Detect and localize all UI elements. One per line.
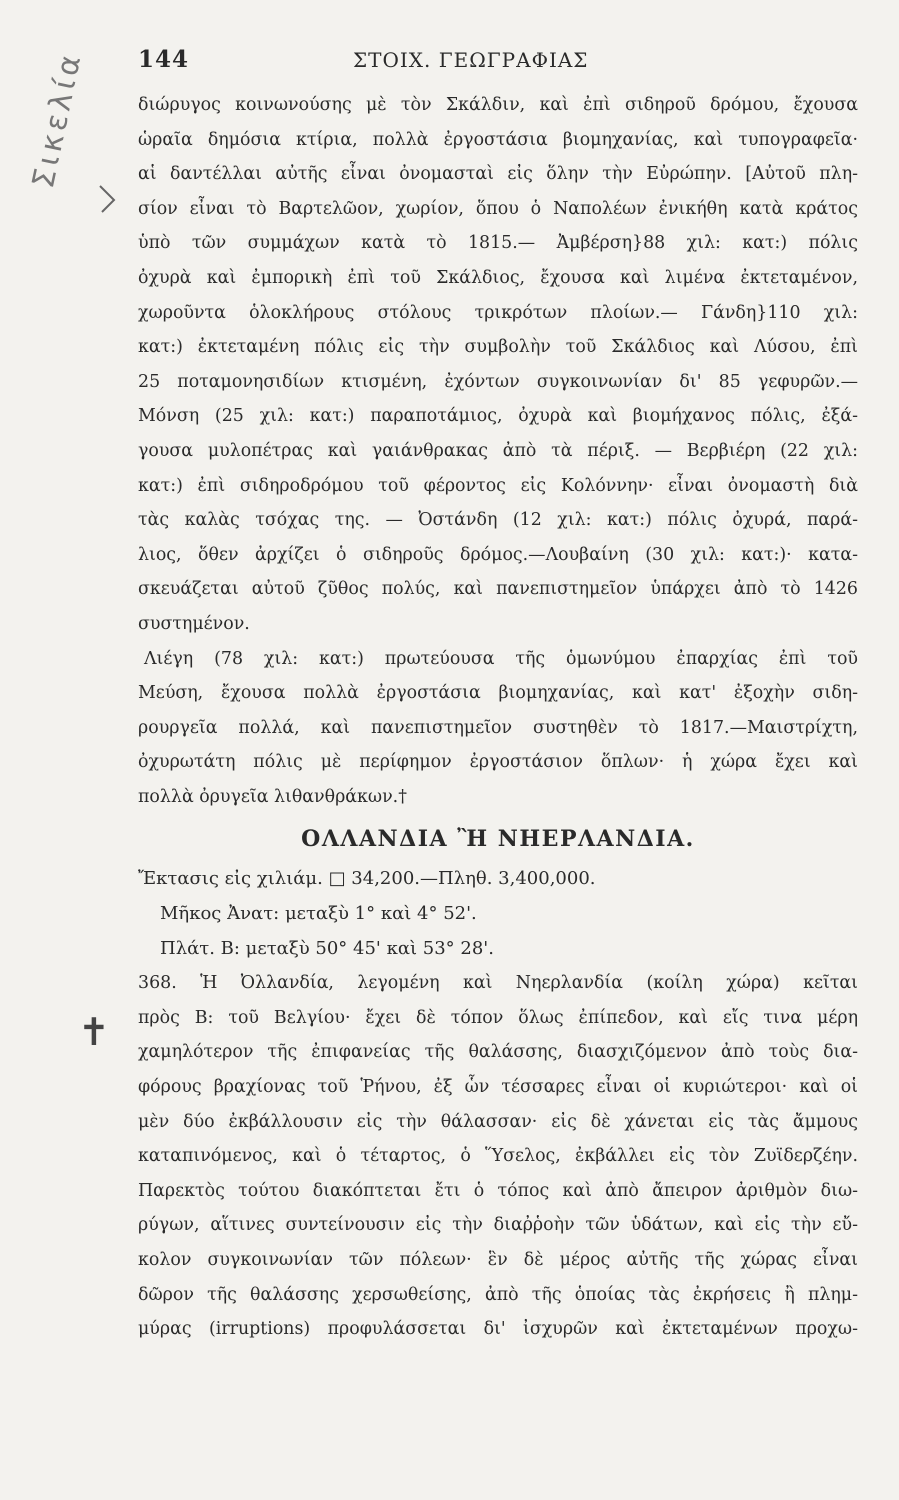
text-line: πρὸς Β: τοῦ Βελγίου· ἔχει δὲ τόπον ὅλως ἐπίπεδον, καὶ εἴς τινα μέρη bbox=[138, 1007, 858, 1028]
text-line: χαμηλότερον τῆς ἐπιφανείας τῆς θαλάσσης, διασχιζόμενον ἀπὸ τοὺς δια- bbox=[138, 1042, 858, 1063]
text-line: Μόνση (25 χιλ: κατ:) παραποτάμιος, ὀχυρὰ καὶ βιομήχανος πόλις, ἐξά- bbox=[138, 406, 858, 427]
text-line: ὑπὸ τῶν συμμάχων κατὰ τὸ 1815.— Ἀμβέρση}88 χιλ: κατ:) πόλις bbox=[138, 233, 858, 254]
text-line: κολον συγκοινωνίαν τῶν πόλεων· ἓν δὲ μέρος αὐτῆς τῆς χώρας εἶναι bbox=[138, 1250, 858, 1270]
text-line: καταπινόμενος, καὶ ὁ τέταρτος, ὁ Ὕσελος, ἐκβάλλει εἰς τὸν Ζυϊδερζέην. bbox=[138, 1146, 858, 1167]
page-number: 144 bbox=[138, 46, 190, 73]
text-line: δῶρον τῆς θαλάσσης χερσωθείσης, ἀπὸ τῆς ὁποίας τὰς ἐκρήσεις ἢ πλημ- bbox=[138, 1284, 858, 1305]
text-line: ρουργεῖα πολλά, καὶ πανεπιστημεῖον συστηθὲν τὸ 1817.—Μαιστρίχτη, bbox=[138, 717, 858, 738]
text-line: χωροῦντα ὁλοκλήρους στόλους τρικρότων πλοίων.— Γάνδη}110 χιλ: bbox=[138, 302, 858, 323]
text-line: γουσα μυλοπέτρας καὶ γαιάνθρακας ἀπὸ τὰ πέριξ. — Βερβιέρη (22 χιλ: bbox=[138, 440, 858, 461]
stats-line-area: Ἔκτασις εἰς χιλιάμ. □ 34,200.—Πληθ. 3,400,000. bbox=[138, 868, 596, 890]
text-line: Λιέγη (78 χιλ: κατ:) πρωτεύουσα τῆς ὁμωνύμου ἐπαρχίας ἐπὶ τοῦ bbox=[144, 648, 858, 669]
margin-cross-mark: ✝ bbox=[78, 1010, 110, 1054]
section-stats bbox=[138, 862, 858, 966]
margin-tick-mark bbox=[96, 178, 126, 218]
paragraph-holland bbox=[138, 966, 858, 1347]
text-line: 368. Ἡ Ὀλλανδία, λεγομένη καὶ Νηερλανδία (κοίλη χώρα) κεῖται bbox=[138, 973, 858, 994]
running-title: ΣΤΟΙΧ. ΓΕΩΓΡΑΦΙΑΣ bbox=[353, 48, 589, 72]
text-line: κατ:) ἐπὶ σιδηροδρόμου τοῦ φέροντος εἰς Κολόννην· εἶναι ὀνομαστὴ διὰ bbox=[138, 475, 858, 496]
text-line: πολλὰ ὀρυγεῖα λιθανθράκων.† bbox=[138, 786, 407, 807]
stats-line-longitude: Μῆκος Ἀνατ: μεταξὺ 1° καὶ 4° 52'. bbox=[160, 903, 477, 925]
stats-line-latitude: Πλάτ. Β: μεταξὺ 50° 45' καὶ 53° 28'. bbox=[160, 937, 494, 959]
text-line: σίον εἶναι τὸ Βαρτελῶον, χωρίον, ὅπου ὁ Ναπολέων ἐνικήθη κατὰ κράτος bbox=[138, 198, 858, 219]
text-line: διώρυγος κοινωνούσης μὲ τὸν Σκάλδιν, καὶ ἐπὶ σιδηροῦ δρόμου, ἔχουσα bbox=[138, 95, 858, 115]
text-line: 25 ποταμονησιδίων κτισμένη, ἐχόντων συγκοινωνίαν δι' 85 γεφυρῶν.— bbox=[138, 371, 858, 392]
text-line: ὡραῖα δημόσια κτίρια, πολλὰ ἐργοστάσια βιομηχανίας, καὶ τυπογραφεῖα· bbox=[138, 129, 858, 150]
text-line: Μεύση, ἔχουσα πολλὰ ἐργοστάσια βιομηχανίας, καὶ κατ' ἐξοχὴν σιδη- bbox=[138, 683, 858, 704]
text-line: λιος, ὅθεν ἀρχίζει ὁ σιδηροῦς δρόμος.—Λουβαίνη (30 χιλ: κατ:)· κατα- bbox=[138, 544, 858, 565]
paragraph-liege bbox=[138, 642, 858, 815]
text-line: αἱ δαντέλλαι αὐτῆς εἶναι ὀνομασταὶ εἰς ὅλην τὴν Εὐρώπην. [Αὐτοῦ πλη- bbox=[138, 164, 858, 185]
text-line: Παρεκτὸς τούτου διακόπτεται ἔτι ὁ τόπος καὶ ἀπὸ ἄπειρον ἀριθμὸν διω- bbox=[138, 1180, 858, 1201]
body-text bbox=[138, 88, 858, 1347]
handwritten-margin-note: Σικελία bbox=[26, 48, 90, 192]
text-line: μύρας (irruptions) προφυλάσσεται δι' ἰσχυρῶν καὶ ἐκτεταμένων προχω- bbox=[138, 1319, 858, 1340]
paragraph-cities-belgium bbox=[138, 88, 858, 642]
text-line: φόρους βραχίονας τοῦ Ῥήνου, ἐξ ὧν τέσσαρες εἶναι οἱ κυριώτεροι· καὶ οἱ bbox=[138, 1077, 858, 1098]
text-line: τὰς καλὰς τσόχας της. — Ὀστάνδη (12 χιλ: κατ:) πόλις ὀχυρά, παρά- bbox=[138, 510, 858, 531]
text-line: ὀχυρὰ καὶ ἐμπορικὴ ἐπὶ τοῦ Σκάλδιος, ἔχουσα καὶ λιμένα ἐκτεταμένον, bbox=[138, 267, 858, 288]
running-head bbox=[128, 46, 858, 76]
text-line: κατ:) ἐκτεταμένη πόλις εἰς τὴν συμβολὴν τοῦ Σκάλδιος καὶ Λύσου, ἐπὶ bbox=[138, 337, 858, 358]
text-line: ρύγων, αἵτινες συντείνουσιν εἰς τὴν διαῤῥοὴν τῶν ὑδάτων, καὶ εἰς τὴν εὔ- bbox=[138, 1215, 858, 1236]
text-line: ὀχυρωτάτη πόλις μὲ περίφημον ἐργοστάσιον ὅπλων· ἡ χώρα ἔχει καὶ bbox=[138, 752, 858, 773]
text-line: μὲν δύο ἐκβάλλουσιν εἰς τὴν θάλασσαν· εἰς δὲ χάνεται εἰς τὰς ἄμμους bbox=[138, 1111, 858, 1132]
section-heading: ΟΛΛΑΝΔΙΑ Ἢ ΝΗΕΡΛΑΝΔΙΑ. bbox=[301, 826, 695, 853]
text-line: σκευάζεται αὐτοῦ ζῦθος πολύς, καὶ πανεπιστημεῖον ὑπάρχει ἀπὸ τὸ 1426 bbox=[138, 579, 858, 600]
text-line: συστημένον. bbox=[138, 613, 250, 634]
